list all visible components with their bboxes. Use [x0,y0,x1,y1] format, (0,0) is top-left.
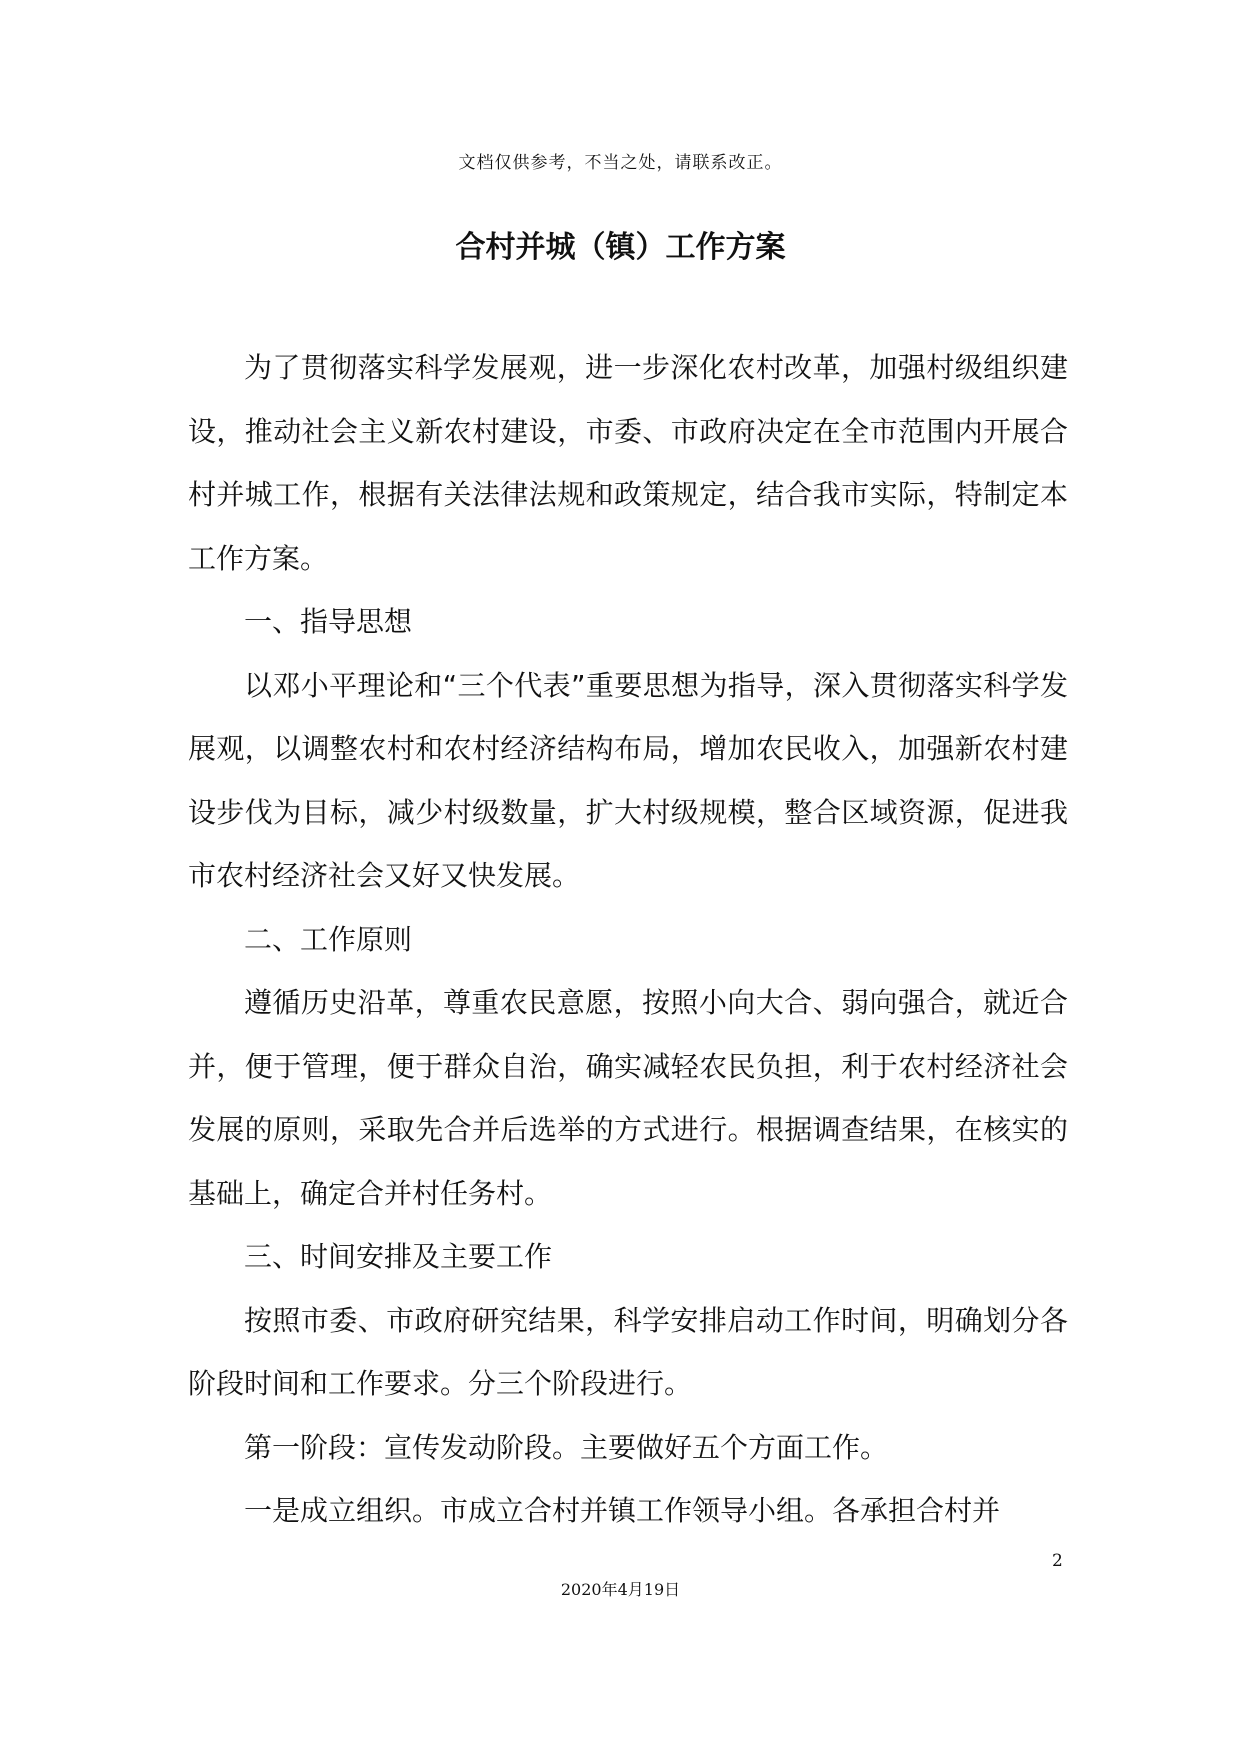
heading-schedule: 三、时间安排及主要工作 [244,1240,553,1273]
document-title: 合村并城（镇）工作方案 [455,230,786,265]
paragraph-stage-one: 第一阶段：宣传发动阶段。主要做好五个方面工作。 [244,1430,889,1464]
paragraph-schedule: 按照市委、市政府研究结果，科学安排启动工作时间，明确划分各阶段时间和工作要求。分三个阶段进行。 [188,1303,1068,1400]
paragraph-work-principles: 遵循历史沿革，尊重农民意愿，按照小向大合、弱向强合，就近合并，便于管理，便于群众自治，确实减轻农民负担，利于农村经济社会发展的原则，采取先合并后选举的方式进行。根据调查结果，在核实的基础上，确定合并村任务村。 [188,986,1068,1210]
paragraph-intro: 为了贯彻落实科学发展观，进一步深化农村改革，加强村级组织建设，推动社会主义新农村建设，市委、市政府决定在全市范围内开展合村并城工作，根据有关法律法规和政策规定，结合我市实际，特制定本工作方案。 [188,351,1068,575]
footer-date: 2020年4月19日 [560,1580,681,1599]
paragraph-organization: 一是成立组织。市成立合村并镇工作领导小组。各承担合村并 [244,1494,1001,1527]
header-note: 文档仅供参考，不当之处，请联系改正。 [458,153,783,173]
document-body [188,336,1068,1543]
heading-work-principles: 二、工作原则 [244,922,413,956]
page-number: 2 [1052,1551,1063,1571]
heading-guiding-ideology: 一、指导思想 [244,605,413,638]
paragraph-guiding-ideology: 以邓小平理论和“三个代表”重要思想为指导，深入贯彻落实科学发展观，以调整农村和农村经济结构布局，增加农民收入，加强新农村建设步伐为目标，减少村级数量，扩大村级规模，整合区域资源，促进我市农村经济社会又好又快发展。 [188,668,1068,892]
